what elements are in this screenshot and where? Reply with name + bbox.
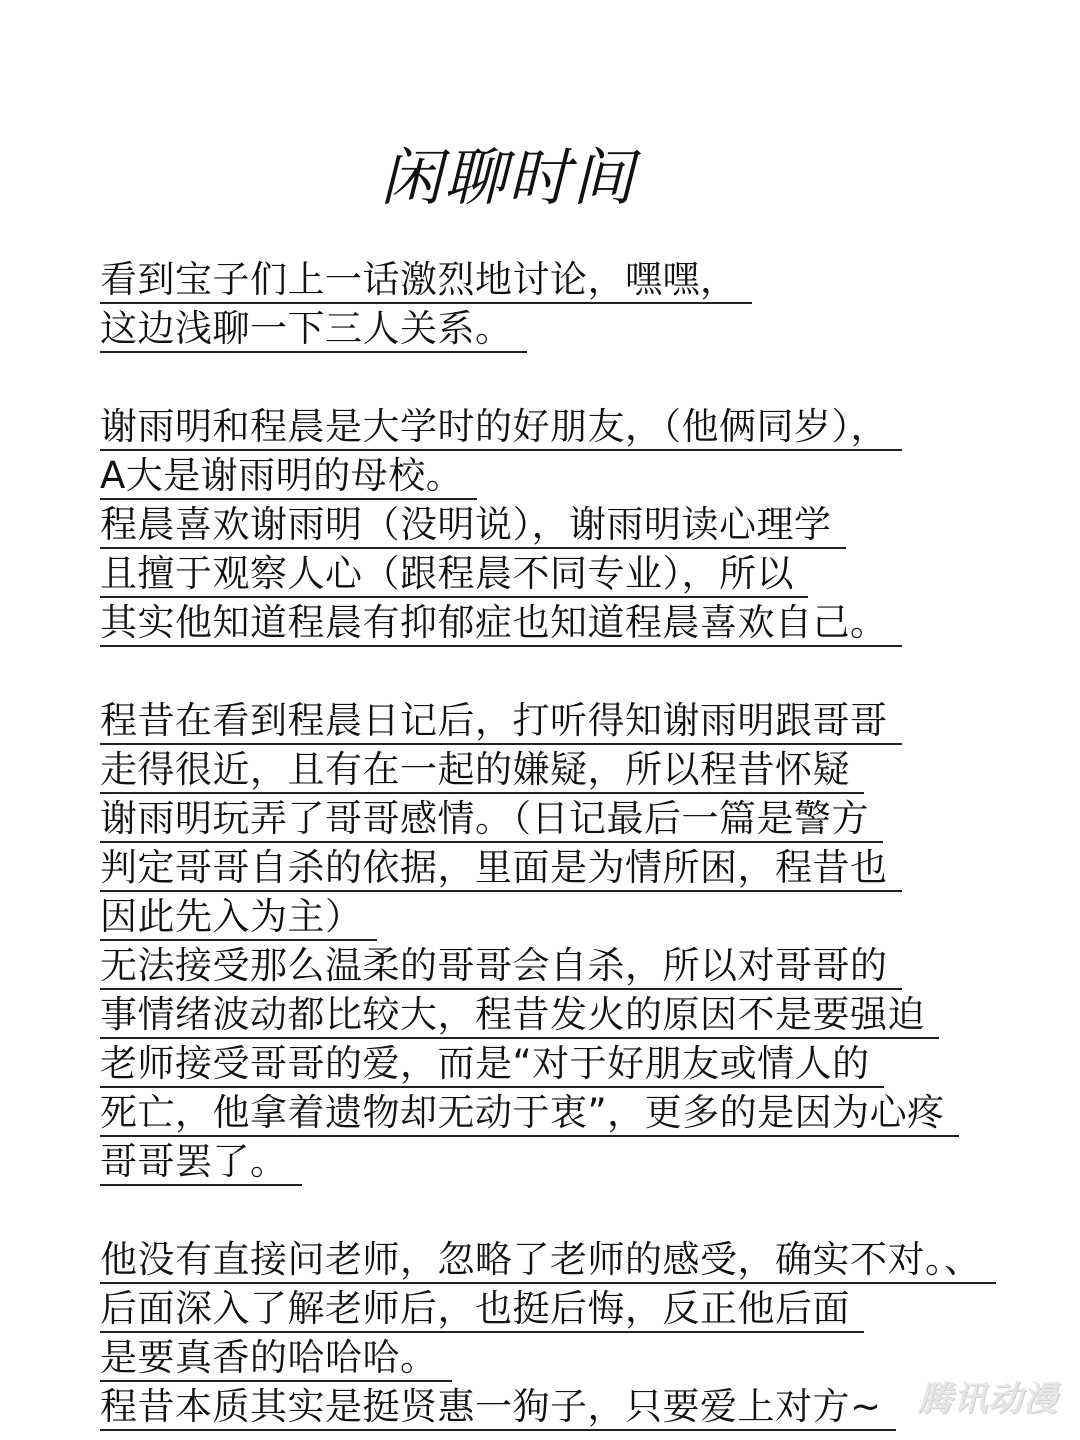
text-line [100,1238,1080,1287]
watermark-logo: 腾讯动漫 [918,1379,1058,1419]
text-line [100,1091,1080,1140]
document-body [100,258,1080,1434]
underlined-text: 哥哥罢了。 [100,1140,302,1186]
text-line [100,552,1080,601]
text-line [100,797,1080,846]
underlined-text: 他没有直接问老师，忽略了老师的感受，确实不对。、 [100,1238,996,1284]
text-line [100,307,1080,356]
text-line [100,944,1080,993]
text-line [100,993,1080,1042]
underlined-text: 因此先入为主） [100,895,377,941]
underlined-text: 程昔本质其实是挺贤惠一狗子，只要爱上对方~ [100,1385,896,1431]
paragraph-gap [100,650,1080,699]
text-line [100,1042,1080,1091]
underlined-text: 看到宝子们上一话激烈地讨论，嘿嘿， [100,258,752,304]
text-line [100,699,1080,748]
text-line [100,1287,1080,1336]
text-line [100,601,1080,650]
text-line [100,748,1080,797]
underlined-text: 死亡，他拿着遗物却无动于衷”，更多的是因为心疼 [100,1091,959,1137]
paragraph-gap [100,356,1080,405]
underlined-text: 谢雨明玩弄了哥哥感情。（日记最后一篇是警方 [100,797,883,843]
underlined-text: 程晨喜欢谢雨明（没明说），谢雨明读心理学 [100,503,846,549]
text-line [100,846,1080,895]
underlined-text: 谢雨明和程晨是大学时的好朋友，（他俩同岁）， [100,405,902,451]
underlined-text: 且擅于观察人心（跟程晨不同专业），所以 [100,552,808,598]
underlined-text: 判定哥哥自杀的依据，里面是为情所困，程昔也 [100,846,902,892]
underlined-text: 程昔在看到程晨日记后，打听得知谢雨明跟哥哥 [100,699,902,745]
text-line [100,454,1080,503]
underlined-text: 走得很近，且有在一起的嫌疑，所以程昔怀疑 [100,748,864,794]
underlined-text: 老师接受哥哥的爱，而是“对于好朋友或情人的 [100,1042,884,1088]
underlined-text: 无法接受那么温柔的哥哥会自杀，所以对哥哥的 [100,944,902,990]
underlined-text: A大是谢雨明的母校。 [100,454,477,500]
page-title: 闲聊时间 [379,141,636,214]
paragraph-gap [100,1189,1080,1238]
underlined-text: 后面深入了解老师后，也挺后悔，反正他后面 [100,1287,864,1333]
text-line [100,1140,1080,1189]
underlined-text: 这边浅聊一下三人关系。 [100,307,527,353]
underlined-text: 事情绪波动都比较大，程昔发火的原因不是要强迫 [100,993,939,1039]
text-line [100,258,1080,307]
text-line [100,405,1080,454]
text-line [100,503,1080,552]
underlined-text: 是要真香的哈哈哈。 [100,1336,452,1382]
text-line [100,895,1080,944]
underlined-text: 其实他知道程晨有抑郁症也知道程晨喜欢自己。 [100,601,902,647]
